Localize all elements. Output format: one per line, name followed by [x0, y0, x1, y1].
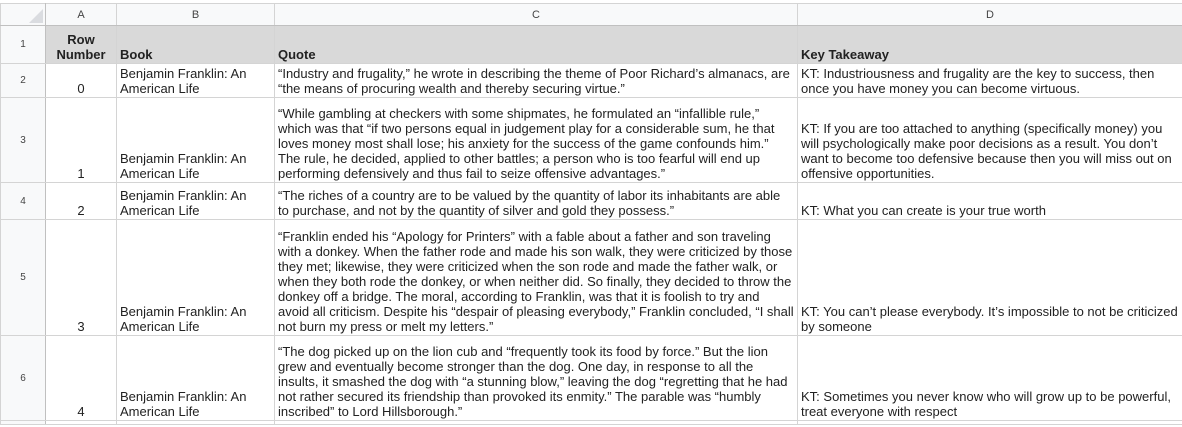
partial-cell[interactable]	[46, 421, 117, 425]
column-header-b[interactable]: B	[117, 4, 275, 26]
cell-row-number[interactable]: 1	[46, 98, 117, 183]
cell-row-number[interactable]: 0	[46, 64, 117, 98]
header-cell-key-takeaway[interactable]: Key Takeaway	[798, 26, 1182, 64]
header-cell-row-number[interactable]: Row Number	[46, 26, 117, 64]
header-cell-quote[interactable]: Quote	[275, 26, 798, 64]
row-header[interactable]: 5	[1, 220, 46, 336]
cell-row-number[interactable]: 4	[46, 336, 117, 421]
row-header[interactable]: 2	[1, 64, 46, 98]
cell-quote[interactable]: “Franklin ended his “Apology for Printers” with a fable about a father and son traveling with a donkey. When the father rode and made his son walk, they were criticized by those they met; likewise, they were criticized when the son rode and made the father walk, or when they both rode the donkey, or when neither did. So finally, they decided to throw the donkey off a bridge. The moral, according to Franklin, was that it is foolish to try and avoid all criticism. Despite his “despair of pleasing everybody,” Franklin concluded, “I shall not burn my press or melt my letters.”	[275, 220, 798, 336]
cell-quote[interactable]: “While gambling at checkers with some shipmates, he formulated an “infallible rule,” which was that “if two persons equal in judgement play for a considerable sum, he that loves money most shall lose; his anxiety for the success of the game confounds him.” The rule, he decided, applied to other battles; a person who is too fearful will end up performing defensively and thus fail to seize offensive advantages.”	[275, 98, 798, 183]
partial-cell[interactable]	[798, 421, 1182, 425]
row-header-partial[interactable]	[1, 421, 46, 425]
partial-cell[interactable]	[275, 421, 798, 425]
table-row	[1, 220, 1182, 336]
cell-row-number[interactable]: 2	[46, 183, 117, 220]
cell-key-takeaway[interactable]: KT: Sometimes you never know who will grow up to be powerful, treat everyone with respect	[798, 336, 1182, 421]
column-header-c[interactable]: C	[275, 4, 798, 26]
cell-quote[interactable]: “Industry and frugality,” he wrote in describing the theme of Poor Richard’s almanacs, are “the means of procuring wealth and thereby securing virtue.”	[275, 64, 798, 98]
cell-quote[interactable]: “The riches of a country are to be valued by the quantity of labor its inhabitants are able to purchase, and not by the quantity of silver and gold they possess.”	[275, 183, 798, 220]
cell-key-takeaway[interactable]: KT: You can’t please everybody. It’s impossible to not be criticized by someone	[798, 220, 1182, 336]
spreadsheet-grid	[0, 3, 1182, 425]
cell-book[interactable]: Benjamin Franklin: An American Life	[117, 220, 275, 336]
cell-quote[interactable]: “The dog picked up on the lion cub and “frequently took its food by force.” But the lion grew and eventually become stronger than the dog. One day, in response to all the insults, it smashed the dog with “a stunning blow,” leaving the dog “regretting that he had not rather secured its friendship than provoked its enmity.” The parable was “humbly inscribed” to Lord Hillsborough.”	[275, 336, 798, 421]
header-cell-book[interactable]: Book	[117, 26, 275, 64]
cell-book[interactable]: Benjamin Franklin: An American Life	[117, 98, 275, 183]
row-header[interactable]: 3	[1, 98, 46, 183]
cell-row-number[interactable]: 3	[46, 220, 117, 336]
select-all-corner[interactable]	[1, 4, 46, 26]
cell-book[interactable]: Benjamin Franklin: An American Life	[117, 64, 275, 98]
partial-cell[interactable]	[117, 421, 275, 425]
next-row-partial	[1, 421, 1182, 425]
cell-book[interactable]: Benjamin Franklin: An American Life	[117, 183, 275, 220]
column-header-a[interactable]: A	[46, 4, 117, 26]
table-row	[1, 98, 1182, 183]
row-header[interactable]: 1	[1, 26, 46, 64]
table-row	[1, 336, 1182, 421]
column-header-d[interactable]: D	[798, 4, 1182, 26]
row-header[interactable]: 6	[1, 336, 46, 421]
row-header[interactable]: 4	[1, 183, 46, 220]
cell-key-takeaway[interactable]: KT: What you can create is your true worth	[798, 183, 1182, 220]
cell-key-takeaway[interactable]: KT: Industriousness and frugality are the key to success, then once you have money you can become virtuous.	[798, 64, 1182, 98]
cell-book[interactable]: Benjamin Franklin: An American Life	[117, 336, 275, 421]
cell-key-takeaway[interactable]: KT: If you are too attached to anything (specifically money) you will psychologically make poor decisions as a result. You don’t want to become too defensive because then you will miss out on offensive opportunities.	[798, 98, 1182, 183]
table-row	[1, 183, 1182, 220]
table-row	[1, 64, 1182, 98]
